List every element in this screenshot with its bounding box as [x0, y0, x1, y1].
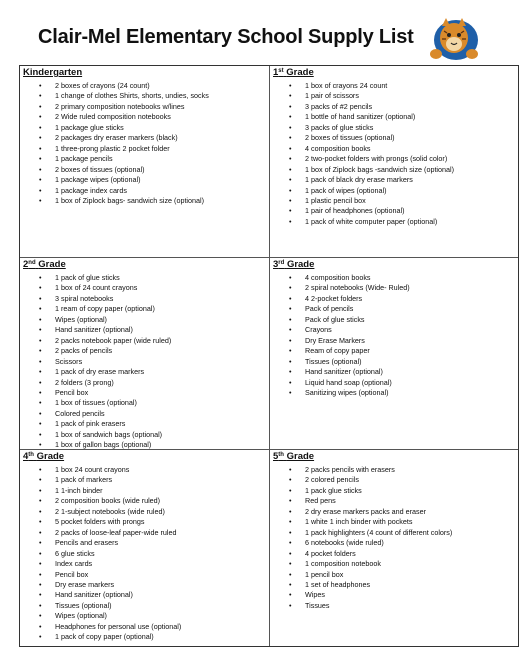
supply-item: • 1 three-prong plastic 2 pocket folder — [39, 144, 269, 154]
kindergarten-cell — [20, 66, 269, 257]
grade-word: Grade — [36, 451, 65, 462]
supply-item: • 2 boxes of tissues (optional) — [39, 165, 269, 175]
grade-heading — [273, 451, 519, 463]
supply-item: • Index cards — [39, 559, 269, 569]
supply-item: • 1 box 24 count crayons — [39, 465, 269, 475]
grade-heading — [273, 259, 519, 271]
supply-item: • 1 pack glue sticks — [289, 486, 519, 496]
supply-item: • 4 composition books — [289, 144, 519, 154]
supply-item: • 1 box of 24 count crayons — [39, 283, 269, 293]
supply-item: • 2 dry erase markers packs and eraser — [289, 507, 519, 517]
supply-list — [273, 273, 519, 398]
supply-item: • 1 composition notebook — [289, 559, 519, 569]
supply-item: • 2 packages dry eraser markers (black) — [39, 133, 269, 143]
supply-item: • 1 plastic pencil box — [289, 196, 519, 206]
supply-item: • Tissues (optional) — [39, 601, 269, 611]
supply-item: • 1 box of crayons 24 count — [289, 81, 519, 91]
supply-item: • 2 composition books (wide ruled) — [39, 496, 269, 506]
supply-item: • Wipes (optional) — [39, 315, 269, 325]
supply-list — [23, 465, 269, 643]
supply-item: • 1 pack of white computer paper (optional) — [289, 217, 519, 227]
grade-number: 1 — [273, 67, 279, 78]
supply-item: • 1 box of Ziplock bags -sandwich size (optional) — [289, 165, 519, 175]
supply-item: • 1 package wipes (optional) — [39, 175, 269, 185]
supply-item: • 1 package index cards — [39, 186, 269, 196]
supply-list — [23, 273, 269, 449]
supply-item: • Pencils and erasers — [39, 538, 269, 548]
supply-item: • 1 package glue sticks — [39, 123, 269, 133]
supply-item: • 4 composition books — [289, 273, 519, 283]
grade-number: 5 — [273, 451, 279, 462]
supply-item: • 1 pack of pink erasers — [39, 419, 269, 429]
supply-item: • 2 folders (3 prong) — [39, 378, 269, 388]
grade-suffix: st — [278, 68, 284, 74]
supply-item: • 1 pack of black dry erase markers — [289, 175, 519, 185]
supply-item: • 2 boxes of crayons (24 count) — [39, 81, 269, 91]
supply-item: • 1 pack of copy paper (optional) — [39, 632, 269, 642]
supply-item: • 2 packs of pencils — [39, 346, 269, 356]
supply-item: • 2 packs pencils with erasers — [289, 465, 519, 475]
supply-item: • 2 primary composition notebooks w/lines — [39, 102, 269, 112]
supply-item: • 3 spiral notebooks — [39, 294, 269, 304]
supply-item: • Crayons — [289, 325, 519, 335]
supply-item: • 1 pair of scissors — [289, 91, 519, 101]
grade-number: 2 — [23, 259, 29, 270]
grade-suffix: th — [278, 452, 284, 458]
supply-item: • Wipes — [289, 590, 519, 600]
supply-item: • 1 box of gallon bags (optional) — [39, 440, 269, 449]
supply-item: • 2 boxes of tissues (optional) — [289, 133, 519, 143]
supply-item: • 1 change of clothes Shirts, shorts, undies, socks — [39, 91, 269, 101]
school-mascot-logo — [428, 14, 480, 62]
supply-item: • 2 two-pocket folders with prongs (solid color) — [289, 154, 519, 164]
grade-word: Grade — [38, 259, 66, 270]
supply-item: • 3 packs of glue sticks — [289, 123, 519, 133]
supply-item: • 1 set of headphones — [289, 580, 519, 590]
supply-item: • Pack of pencils — [289, 304, 519, 314]
supply-item: • Tissues (optional) — [289, 357, 519, 367]
supply-item: • 1 box of Ziplock bags- sandwich size (optional) — [39, 196, 269, 206]
supply-item: • Headphones for personal use (optional) — [39, 622, 269, 632]
supply-list — [273, 81, 519, 227]
supply-item: • 1 pencil box — [289, 570, 519, 580]
supply-item: • 4 pocket folders — [289, 549, 519, 559]
supply-item: • 1 box of tissues (optional) — [39, 398, 269, 408]
supply-item: • 2 1-subject notebooks (wide ruled) — [39, 507, 269, 517]
supply-item: • 1 pack of markers — [39, 475, 269, 485]
grade-heading-text: Kindergarten — [23, 67, 83, 78]
grade-heading — [23, 67, 269, 79]
supply-item: • Wipes (optional) — [39, 611, 269, 621]
supply-item: • 1 bottle of hand sanitizer (optional) — [289, 112, 519, 122]
supply-item: • 2 packs of loose-leaf paper-wide ruled — [39, 528, 269, 538]
supply-item: • Hand sanitizer (optional) — [289, 367, 519, 377]
supply-item: • 1 pack highlighters (4 count of different colors) — [289, 528, 519, 538]
supply-item: • 1 white 1 inch binder with pockets — [289, 517, 519, 527]
supply-item: • Scissors — [39, 357, 269, 367]
supply-item: • Pencil box — [39, 388, 269, 398]
supply-item: • Red pens — [289, 496, 519, 506]
supply-item: • 1 box of sandwich bags (optional) — [39, 430, 269, 440]
supply-item: • 1 pack of wipes (optional) — [289, 186, 519, 196]
fourth-grade-cell — [20, 450, 269, 647]
supply-item: • 1 package pencils — [39, 154, 269, 164]
supply-list — [273, 465, 519, 611]
supply-item: • Hand sanitizer (optional) — [39, 325, 269, 335]
supply-item: • Liquid hand soap (optional) — [289, 378, 519, 388]
supply-item: • 5 pocket folders with prongs — [39, 517, 269, 527]
supply-item: • 3 packs of #2 pencils — [289, 102, 519, 112]
supply-item: • Ream of copy paper — [289, 346, 519, 356]
supply-item: • 1 ream of copy paper (optional) — [39, 304, 269, 314]
supply-item: • Sanitizing wipes (optional) — [289, 388, 519, 398]
grade-number: 4 — [23, 451, 29, 462]
supply-item: • Hand sanitizer (optional) — [39, 590, 269, 600]
supply-item: • 6 glue sticks — [39, 549, 269, 559]
supply-item: • 6 notebooks (wide ruled) — [289, 538, 519, 548]
second-grade-cell — [20, 258, 269, 449]
supply-item: • 2 colored pencils — [289, 475, 519, 485]
grade-heading — [23, 451, 269, 463]
supply-item: • 2 spiral notebooks (Wide- Ruled) — [289, 283, 519, 293]
supply-item: • 4 2-pocket folders — [289, 294, 519, 304]
supply-item: • Pencil box — [39, 570, 269, 580]
supply-item: • Dry erase markers — [39, 580, 269, 590]
grade-word: Grade — [286, 67, 314, 78]
fifth-grade-cell — [270, 450, 519, 647]
supply-item: • 1 pack of dry erase markers — [39, 367, 269, 377]
grade-suffix: rd — [278, 260, 285, 266]
supply-item: • Tissues — [289, 601, 519, 611]
page-title: Clair-Mel Elementary School Supply List — [38, 26, 414, 48]
supply-item: • 1 pair of headphones (optional) — [289, 206, 519, 216]
grade-heading — [273, 67, 519, 79]
grade-number: 3 — [273, 259, 279, 270]
grade-suffix: nd — [28, 260, 36, 266]
first-grade-cell — [270, 66, 519, 257]
grade-suffix: th — [28, 452, 34, 458]
supply-item: • 1 pack of glue sticks — [39, 273, 269, 283]
supply-item: • 2 Wide ruled composition notebooks — [39, 112, 269, 122]
grade-word: Grade — [286, 259, 315, 270]
supply-list-table — [19, 65, 519, 647]
supply-list — [23, 81, 269, 206]
supply-item: • Colored pencils — [39, 409, 269, 419]
supply-item: • Pack of glue sticks — [289, 315, 519, 325]
third-grade-cell — [270, 258, 519, 449]
tiger-mascot-icon — [430, 18, 478, 60]
grade-heading — [23, 259, 269, 271]
supply-item: • 1 1-inch binder — [39, 486, 269, 496]
supply-item: • 2 packs notebook paper (wide ruled) — [39, 336, 269, 346]
grade-word: Grade — [286, 451, 315, 462]
supply-item: • Dry Erase Markers — [289, 336, 519, 346]
